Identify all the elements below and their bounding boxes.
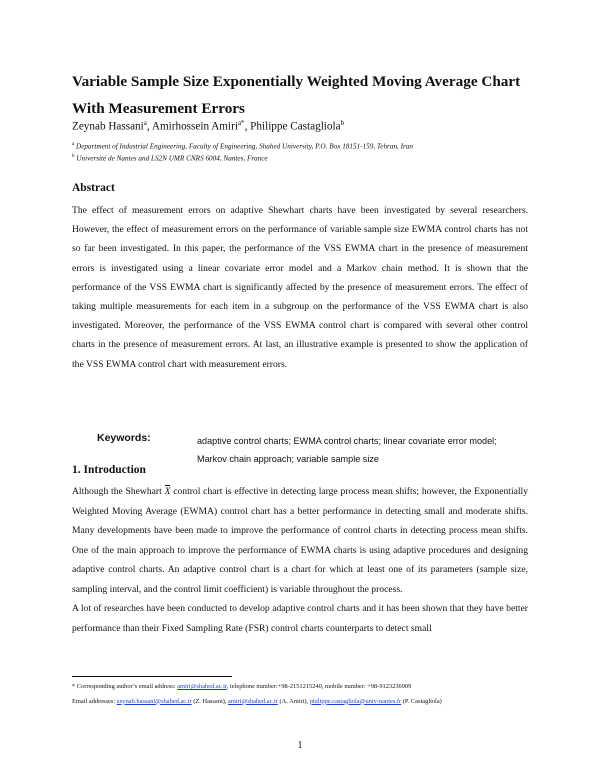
email-link-hassani[interactable]: zeynab.hassani@shahed.ac.ir (116, 697, 192, 705)
author-name: Philippe Castagliola (250, 120, 341, 133)
footnote-text: Email addresses: (72, 697, 117, 705)
intro-text: control chart is effective in detecting large process mean shifts; however, the Exponentially Weighted Moving Average (EWMA) control chart has a better performance in detecting small and moderate shifts. Many developments have been made to improve the performance of control charts in detecting process mean shifts. One of the main approach to improve the performance of EWMA charts is using adaptive procedures and designing adaptive control charts. An adaptive control chart is a chart for which at least one of its parameters (sample size, sampling interval, and the control limit coefficient) is variable throughout the process. (72, 486, 528, 595)
corresponding-author-note (72, 680, 532, 695)
abstract-heading: Abstract (72, 182, 115, 194)
footnote-text: (Z. Hassani), (191, 697, 229, 705)
affiliation-text: Department of Industrial Engineering, Faculty of Engineering, Shahed University, P.O. Box 18151-159, Tehran, Iran (74, 142, 414, 151)
footnote-text: * Corresponding author’s email address: (72, 683, 178, 690)
email-addresses-note (72, 695, 532, 710)
affiliation-mark: a (72, 142, 75, 147)
affiliation (72, 152, 542, 164)
footnote-text: (P. Castagliola) (401, 697, 442, 705)
footnote-text: , telephone number:+98-2151215240, mobile number: +98-9123236909 (226, 683, 412, 690)
intro-text: Although the Shewhart (72, 486, 165, 497)
paper-title: Variable Sample Size Exponentially Weighted Moving Average Chart With Measurement Errors (72, 73, 521, 117)
affiliation-mark: b (72, 153, 75, 159)
footnote-text: (A. Amiri), (277, 697, 310, 705)
affiliation-text: Université de Nantes and LS2N UMR CNRS 6004, Nantes, France (74, 154, 268, 163)
author-name: Zeynab Hassani (72, 120, 144, 133)
email-link-castagliola[interactable]: philippe.castagliola@univ-nantes.fr (309, 697, 402, 705)
introduction-heading: 1. Introduction (72, 464, 146, 476)
email-link-amiri[interactable]: amiri@shahed.ac.ir (228, 697, 278, 705)
author-affiliation-mark: b (340, 119, 345, 127)
footnotes (72, 680, 532, 709)
abstract-text: The effect of measurement errors on adaptive Shewhart charts have been investigated by several researchers. However, the effect of measurement errors on the performance of variable sample size EWMA control charts has not so far been investigated. In this paper, the performance of the VSS EWMA chart in the presence of measurement errors is investigated using a linear covariate error model and a Markov chain method. It is shown that the performance of the VSS EWMA chart is significantly affected by the presence of measurement errors. The effect of taking multiple measurements for each item in a subgroup on the performance of the VSS EWMA chart is also investigated. Moreover, the performance of the VSS EWMA control chart is compared with several other control charts in the presence of measurement errors. At last, an illustrative example is presented to show the application of the VSS EWMA control chart with measurement errors. (72, 205, 528, 370)
introduction-body (72, 482, 528, 638)
author-affiliation-mark: a* (237, 119, 245, 127)
author-affiliation-mark: a (143, 119, 147, 127)
intro-paragraph (72, 482, 528, 599)
keywords-text: adaptive control charts; EWMA control charts; linear covariate error model; Markov chain approach; variable sample size (197, 436, 497, 464)
keywords-label: Keywords: (97, 432, 151, 444)
intro-paragraph: A lot of researches have been conducted to develop adaptive control charts and it has been shown that they have better performance than their Fixed Sampling Rate (FSR) control charts counterparts to detect small (72, 603, 528, 634)
author-separator: , (244, 120, 251, 133)
author-list (72, 116, 542, 134)
affiliation-list (72, 140, 542, 164)
footnote-divider (72, 676, 232, 677)
author-separator: , (146, 120, 152, 133)
x-bar-symbol: X (164, 486, 171, 497)
affiliation (72, 140, 542, 152)
page-number: 1 (297, 740, 303, 751)
author-name: Amirhossein Amiri (151, 120, 238, 133)
corresponding-email-link[interactable]: amiri@shahed.ac.ir (177, 683, 227, 690)
